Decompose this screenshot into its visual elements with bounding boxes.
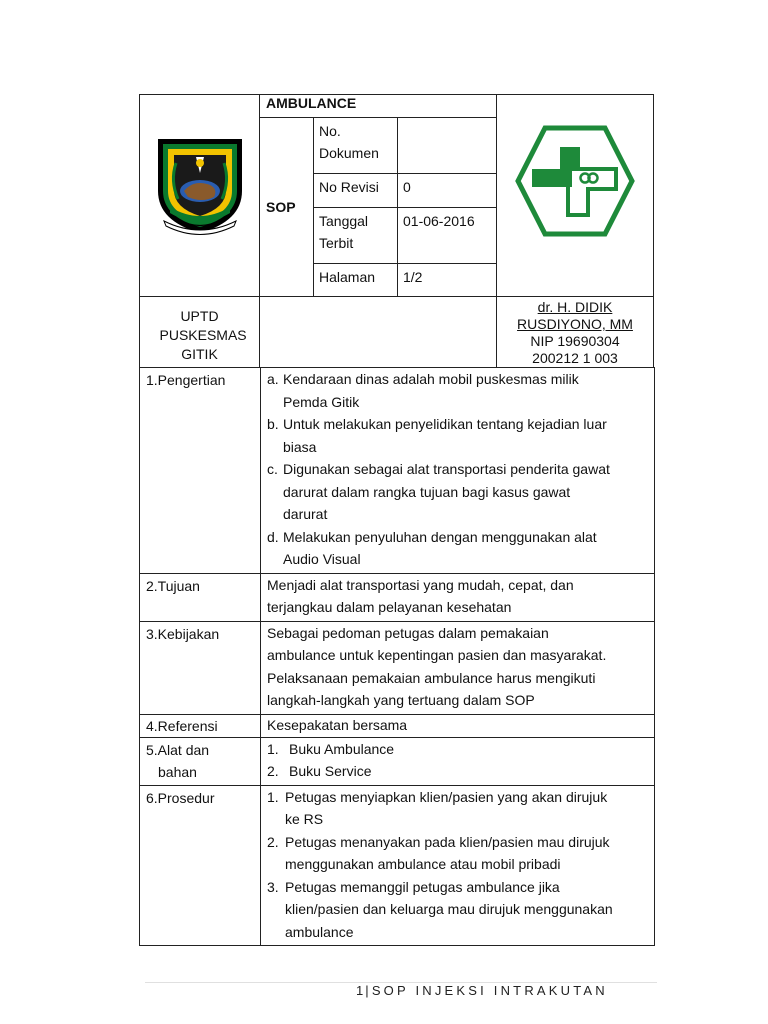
regency-crest-icon [148,133,252,237]
list-item [267,786,648,831]
tujuan-label: 2.Tujuan [140,573,261,621]
signatory-block [497,297,654,368]
item-text: Petugas memanggil petugas ambulance jika [285,878,560,895]
item-text: Untuk melakukan penyelidikan tentang kejadian luar [283,416,607,432]
item-text: darurat [283,506,328,522]
sop-label: SOP [260,118,314,297]
pengertian-label: 1.Pengertian [140,368,261,574]
pengertian-content [261,368,655,574]
list-item [267,831,648,876]
signatory-nip-2: 200212 1 003 [532,350,618,366]
regency-logo-cell [140,95,260,297]
item-marker: b. [267,416,279,432]
prosedur-content [261,785,655,946]
body-line: Pelaksanaan pemakaian ambulance harus mengikuti [267,669,596,686]
list-item [267,526,648,571]
page-value: 1/2 [398,264,497,297]
item-marker: 1. [267,740,279,757]
alat-label [140,737,261,785]
referensi-label: 4.Referensi [140,714,261,737]
item-text: Melakukan penyuluhan dengan menggunakan alat [283,528,597,545]
item-text: ke RS [285,811,324,827]
tujuan-content [261,573,655,621]
kebijakan-label: 3.Kebijakan [140,621,261,714]
organization-name [140,297,260,368]
sop-header-table [139,94,654,368]
item-marker: d. [267,528,279,545]
revision-label: No Revisi [314,174,398,208]
kebijakan-content [261,621,655,714]
body-line: terjangkau dalam pelayanan kesehatan [267,599,512,615]
issue-date-value: 01-06-2016 [398,208,497,264]
list-item [267,413,648,458]
list-item [267,760,648,783]
item-marker: c. [267,461,278,477]
item-text: Pemda Gitik [283,393,360,410]
footer-title: SOP INJEKSI INTRAKUTAN [371,983,608,998]
item-text: Petugas menanyakan pada klien/pasien mau dirujuk [285,833,610,850]
item-text: klien/pasien dan keluarga mau dirujuk menggunakan [285,901,613,917]
sop-document [139,94,653,946]
item-marker: 2. [267,833,279,850]
item-text: Audio Visual [283,551,361,567]
item-marker: 3. [267,878,279,895]
signatory-name: dr. H. DIDIK RUSDIYONO, MM [517,299,633,332]
referensi-content: Kesepakatan bersama [261,714,655,737]
item-text: ambulance [285,923,354,940]
item-text: Buku Service [289,763,372,779]
item-text: menggunakan ambulance atau mobil pribadi [285,856,561,872]
item-text: Kendaraan dinas adalah mobil puskesmas milik [283,371,579,387]
blank-signature-area [260,297,497,368]
alat-label-line: bahan [158,763,197,780]
puskesmas-logo-cell [497,95,654,297]
doc-number-value [398,118,497,174]
list-item [267,458,648,526]
list-item [267,876,648,944]
organization-text: UPTD PUSKESMAS GITIK [159,307,247,362]
alat-content [261,737,655,785]
signatory-nip-1: NIP 19690304 [530,333,620,349]
page-footer [356,983,608,998]
list-item [267,368,648,413]
footer-separator: | [365,983,372,998]
body-line: Menjadi alat transportasi yang mudah, cepat, dan [267,576,574,593]
alat-label-line: 5.Alat dan [146,741,210,758]
item-text: Buku Ambulance [289,740,395,757]
page-label: Halaman [314,264,398,297]
revision-value: 0 [398,174,497,208]
body-line: langkah-langkah yang tertuang dalam SOP [267,692,535,708]
list-item [267,738,648,761]
prosedur-label: 6.Prosedur [140,785,261,946]
item-marker: 2. [267,763,279,779]
doc-number-label: No. Dokumen [314,118,398,174]
sop-title: AMBULANCE [260,95,497,118]
item-marker: a. [267,371,279,387]
issue-date-label: Tanggal Terbit [314,208,398,264]
item-text: biasa [283,438,317,455]
footer-page-number: 1 [356,983,364,998]
puskesmas-cross-icon [515,125,635,237]
item-text: Petugas menyiapkan klien/pasien yang akan dirujuk [285,788,608,805]
body-line: Sebagai pedoman petugas dalam pemakaian [267,624,549,641]
item-marker: 1. [267,788,279,805]
item-text: Digunakan sebagai alat transportasi penderita gawat [283,461,610,477]
item-text: darurat dalam rangka tujuan bagi kasus gawat [283,483,571,500]
sop-content-table [139,367,655,946]
body-line: ambulance untuk kepentingan pasien dan masyarakat. [267,647,607,663]
